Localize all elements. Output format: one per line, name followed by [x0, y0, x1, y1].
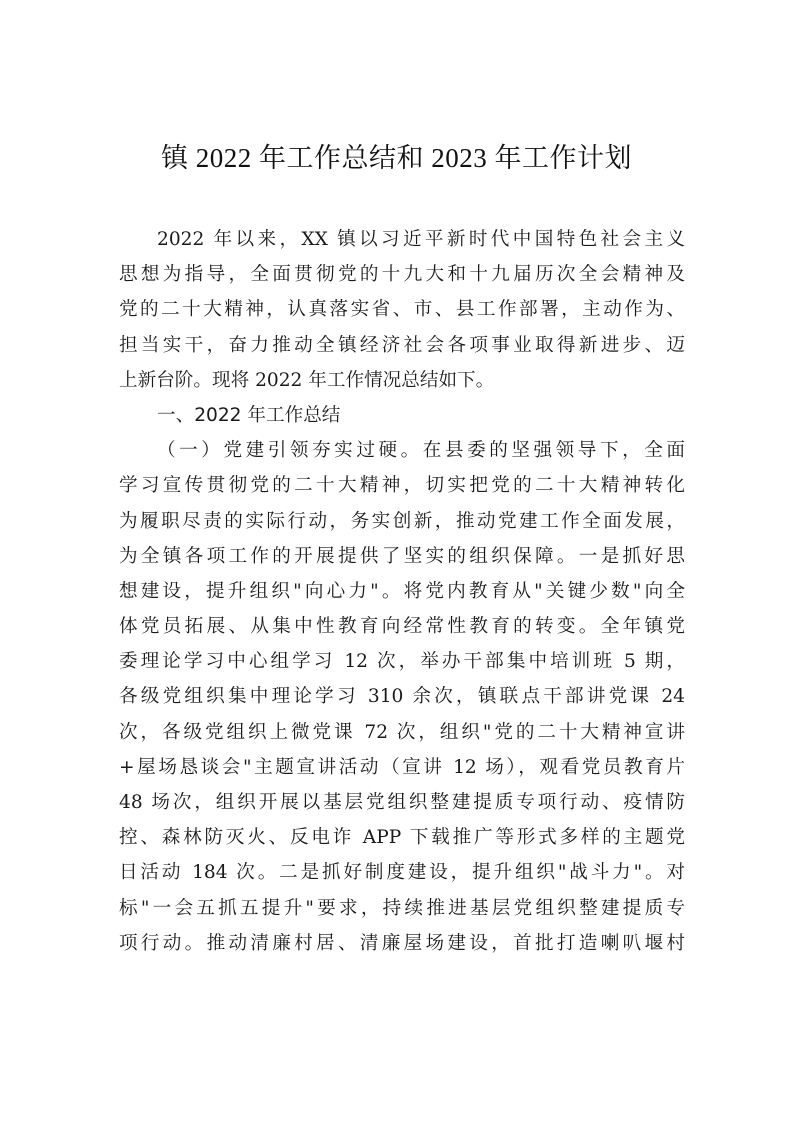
- paragraph-line: 2022 年以来，XX 镇以习近平新时代中国特色社会主义: [157, 229, 685, 250]
- paragraph-line: 为全镇各项工作的开展提供了坚实的组织保障。一是抓好思: [119, 545, 685, 567]
- paragraph-line: +屋场恳谈会"主题宣讲活动（宣讲 12 场），观看党员教育片: [119, 756, 685, 778]
- paragraph-line: 体党员拓展、从集中性教育向经常性教育的转变。全年镇党: [119, 616, 685, 638]
- document-title: 镇 2022 年工作总结和 2023 年工作计划: [161, 143, 632, 173]
- paragraph-line: 次，各级党组织上微党课 72 次，组织"党的二十大精神宣讲: [119, 721, 685, 743]
- paragraph-line: 各级党组织集中理论学习 310 余次，镇联点干部讲党课 24: [119, 686, 685, 708]
- paragraph-line: 党的二十大精神，认真落实省、市、县工作部署，主动作为、: [119, 299, 685, 321]
- paragraph-line: 为履职尽责的实际行动，务实创新，推动党建工作全面发展，: [119, 510, 685, 532]
- paragraph-line: 担当实干，奋力推动全镇经济社会各项事业取得新进步、迈: [119, 334, 685, 356]
- paragraph-line: 上新台阶。现将 2022 年工作情况总结如下。: [119, 369, 495, 391]
- paragraph-line: 思想为指导，全面贯彻党的十九大和十九届历次全会精神及: [119, 264, 685, 286]
- paragraph-line: 项行动。推动清廉村居、清廉屋场建设，首批打造喇叭堰村: [119, 932, 685, 954]
- paragraph-line: 学习宣传贯彻党的二十大精神，切实把党的二十大精神转化: [119, 475, 685, 497]
- paragraph-line: 控、森林防灭火、反电诈 APP 下载推广等形式多样的主题党: [119, 827, 685, 849]
- paragraph-line: 标"一会五抓五提升"要求，持续推进基层党组织整建提质专: [119, 897, 685, 919]
- paragraph-line: 48 场次，组织开展以基层党组织整建提质专项行动、疫情防: [119, 792, 685, 813]
- paragraph-line: 委理论学习中心组学习 12 次，举办干部集中培训班 5 期，: [119, 651, 685, 673]
- paragraph-line: （一）党建引领夯实过硬。在县委的坚强领导下，全面: [157, 440, 685, 462]
- paragraph-line: 想建设，提升组织"向心力"。将党内教育从"关键少数"向全: [119, 580, 685, 602]
- section-heading: 一、2022 年工作总结: [157, 404, 341, 426]
- document-body: [119, 222, 685, 961]
- paragraph-line: 日活动 184 次。二是抓好制度建设，提升组织"战斗力"。对: [119, 862, 685, 884]
